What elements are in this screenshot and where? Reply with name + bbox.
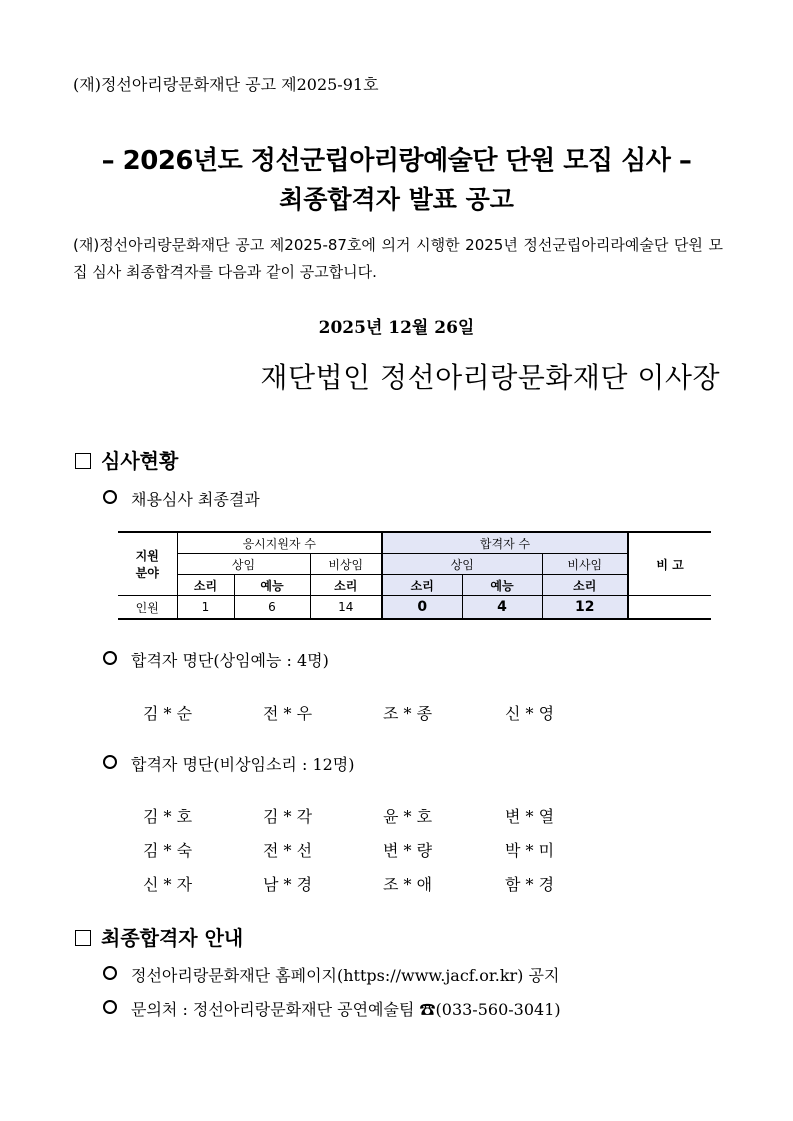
list-item: 김 * 각 (263, 807, 313, 826)
list-item: 함 * 경 (505, 875, 555, 894)
guide-item-homepage: 정선아리랑문화재단 홈페이지(https://www.jacf.or.kr) 공지 (103, 963, 559, 986)
applicants-value: 14 (310, 596, 382, 620)
phone-icon: ☎ (419, 1000, 436, 1019)
list-item: 김 * 순 (143, 704, 193, 723)
applicants-group-regular: 상임 (177, 554, 310, 575)
contact-phone: (033-560-3041) (435, 1000, 561, 1019)
announcement-date: 2025년 12월 26일 (318, 318, 475, 338)
checkbox-square-icon (75, 453, 91, 469)
circle-bullet-icon (103, 490, 117, 504)
circle-bullet-icon (103, 651, 117, 665)
list-item: 윤 * 호 (383, 807, 433, 826)
list-item: 전 * 선 (263, 841, 313, 860)
list-item: 조 * 애 (383, 875, 433, 894)
circle-bullet-icon (103, 755, 117, 769)
result-table (118, 531, 711, 620)
field-header: 지원 분야 (118, 532, 177, 596)
list-item: 조 * 종 (383, 704, 433, 723)
section-title: 최종합격자 안내 (101, 926, 244, 950)
passed-value: 12 (542, 596, 628, 620)
subheading-list-regular: 합격자 명단(상임예능 : 4명) (103, 648, 329, 671)
list-item: 신 * 자 (143, 875, 193, 894)
section-heading-final-guide (75, 922, 243, 951)
applicants-header: 응시지원자 수 (177, 532, 382, 554)
list-item: 변 * 열 (505, 807, 555, 826)
passed-sub-yeneung: 예능 (462, 575, 542, 596)
applicants-sub-sori: 소리 (177, 575, 234, 596)
subheading-final-result: 채용심사 최종결과 (103, 487, 260, 510)
issuer-name: 재단법인 정선아리랑문화재단 이사장 (260, 361, 720, 394)
circle-bullet-icon (103, 966, 117, 980)
checkbox-square-icon (75, 930, 91, 946)
remarks-header: 비 고 (628, 532, 711, 596)
page-title: – 2026년도 정선군립아리랑예술단 단원 모집 심사 – (101, 146, 692, 176)
passed-header: 합격자 수 (382, 532, 628, 554)
notice-number: (재)정선아리랑문화재단 공고 제2025-91호 (73, 75, 379, 94)
applicants-value: 1 (177, 596, 234, 620)
list-item: 신 * 영 (505, 704, 555, 723)
applicants-value: 6 (234, 596, 310, 620)
announcement-body: (재)정선아리랑문화재단 공고 제2025-87호에 의거 시행한 2025년 정선군립아리라예술단 단원 모집 심사 최종합격자를 다음과 같이 공고합니다. (73, 236, 723, 281)
section-title: 심사현황 (101, 449, 179, 473)
applicants-group-nonregular: 비상임 (310, 554, 382, 575)
passed-group-regular: 상임 (382, 554, 542, 575)
list-item: 변 * 량 (383, 841, 433, 860)
section-heading-review-status (75, 445, 178, 474)
list-item: 김 * 호 (143, 807, 193, 826)
list-item: 남 * 경 (263, 875, 313, 894)
passed-value: 0 (382, 596, 462, 620)
list-item: 전 * 우 (263, 704, 313, 723)
passed-sub-sori-nonregular: 소리 (542, 575, 628, 596)
subheading-list-nonregular: 합격자 명단(비상임소리 : 12명) (103, 752, 355, 775)
applicants-sub-sori-nonregular: 소리 (310, 575, 382, 596)
list-item: 김 * 숙 (143, 841, 193, 860)
row-label: 인원 (118, 596, 177, 620)
list-item: 박 * 미 (505, 841, 555, 860)
passed-value: 4 (462, 596, 542, 620)
page-subtitle: 최종합격자 발표 공고 (279, 185, 514, 214)
passed-sub-sori: 소리 (382, 575, 462, 596)
guide-item-contact: 문의처 : 정선아리랑문화재단 공연예술팀 ☎(033-560-3041) (103, 997, 561, 1020)
passed-group-nonregular: 비사임 (542, 554, 628, 575)
remarks-value (628, 596, 711, 620)
applicants-sub-yeneung: 예능 (234, 575, 310, 596)
circle-bullet-icon (103, 1000, 117, 1014)
